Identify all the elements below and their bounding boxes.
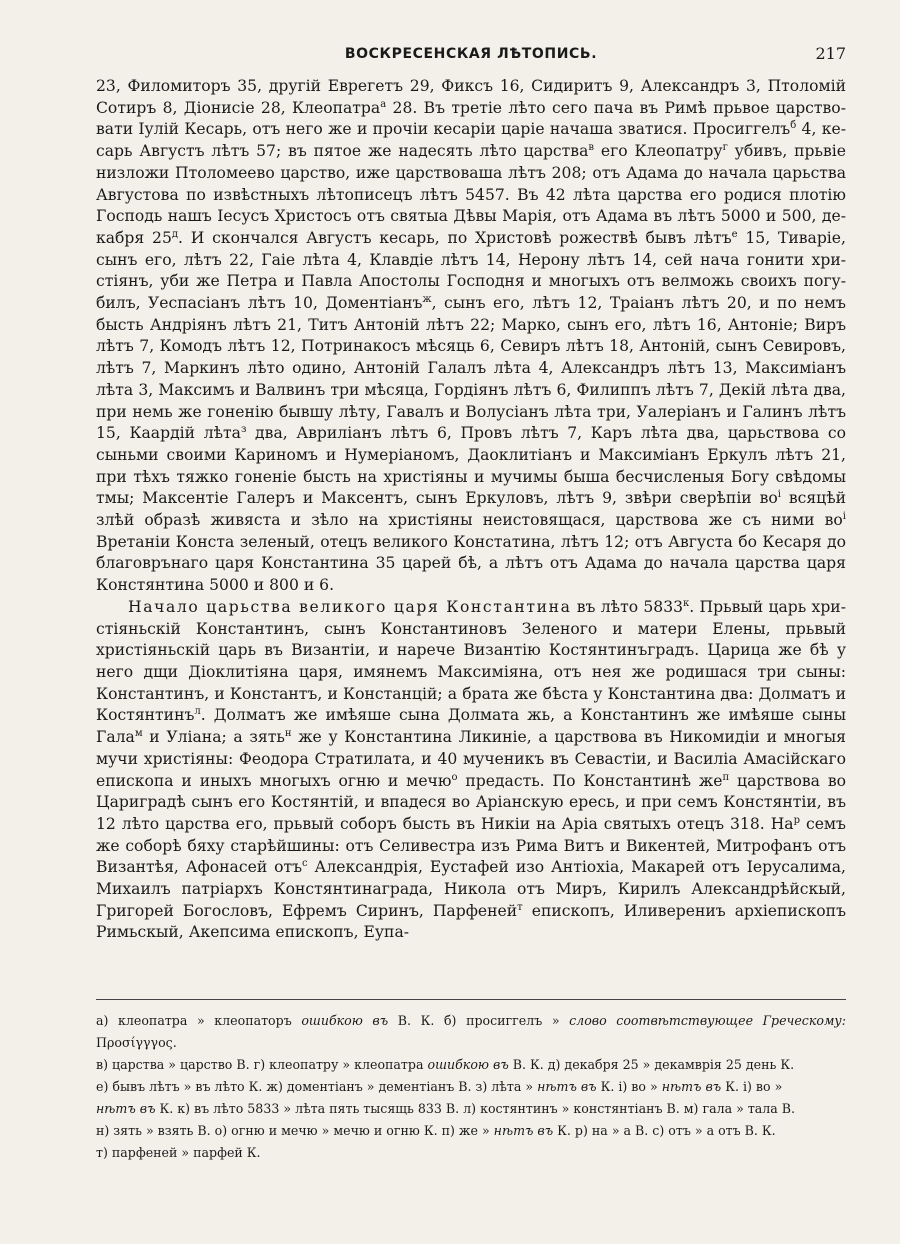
main-text: [96, 76, 846, 944]
footnote-line: н) зять » взять В. о) огню и мечю » мечю и огню К. п) же » нѣтъ въ К. р) на » а В. с) отъ » а отъ В. К.: [96, 1123, 776, 1138]
paragraph-1: 23, Филомиторъ 35, другій Еврегетъ 29, Фиксъ 16, Сидиритъ 9, Александръ 3, Птоломій Сотиръ 8, Діонисіе 28, Клеопатра$^а$ 28. Въ третіе лѣто сего пача въ Римѣ прьвое царствовати Іулій Кесарь, отъ него же и прочіи кесаріи царіе начаша зватися. Просиггелъ$^б$ 4, кесарь Августъ лѣтъ 57; въ пятое же надесять лѣто царства$^в$ его Клеопатру$^г$ убивъ, прьвіе низложи Птоломеево царство, иже царствоваша лѣтъ 208; отъ Адама до начала царьства Августова по извѣстныхъ лѣтописецъ лѣтъ 5457. Въ 42 лѣта царства его родися плотію Господь нашъ Іесусъ Христосъ отъ святыа Дѣвы Марія, отъ Адама въ лѣтъ 5000 и 500, декабря $25^д$. И скончался Августъ кесарь, по Христовѣ рожествѣ бывъ лѣтъ$^е$ 15, Тиваріе, сынъ его, лѣтъ 22, Гаіе лѣта 4, Клавдіе лѣтъ 14, Нерону лѣтъ 14, сей нача гонити христіянъ, уби же Петра и Павла Апостолы Господня и многыхъ отъ велможь своихъ погубилъ, Уеспасіанъ лѣтъ 10, Доментіанъ$^ж$, сынъ его, лѣтъ 12, Траіанъ лѣтъ 20, и по немъ бысть Андріянъ лѣтъ 21, Титъ Антоній лѣтъ 22; Марко, сынъ его, лѣтъ 16, Антоніе; Виръ лѣтъ 7, Комодъ лѣтъ 12, Потринакосъ мѣсяць 6, Севиръ лѣтъ 18, Антоній, сынъ Севировъ, лѣтъ 7, Маркинъ лѣто одино, Антоній Галалъ лѣта 4, Александръ лѣтъ 13, Максиміанъ лѣта 3, Максимъ и Валвинъ три мѣсяца, Гордіянъ лѣтъ 6, Филиппъ лѣтъ 7, Декій лѣта два, при немь же гоненію бывшу лѣту, Гавалъ и Волусіанъ лѣта три, Уалеріанъ и Галинъ лѣтъ 15, Каардій лѣта$^з$ два, Авриліанъ лѣтъ 6, Провъ лѣтъ 7, Каръ лѣта два, царьствова со сыньми своими Кариномъ и Нумеріаномъ, Даоклитіанъ и Максиміанъ Еркулъ лѣтъ 21, при тѣхъ тяжко гоненіе бысть на христіяны и мучимы быша бесчисленыя Богу свѣдомы тмы; Максентіе Галеръ и Максентъ, сынъ Еркуловъ, лѣтъ 9, звѣри сверѣпіи $во^і$ всяцѣй злѣй образѣ живяста и зѣло на христіяны неистовящася, царствова же съ ними $во^і$ Вретаніи Конста зеленый, отецъ великого Констатина, лѣтъ 12; отъ Августа бо Кесаря до благоврънаго царя Константина 35 царей бѣ, а лѣтъ отъ Адама до начала царства царя Констянтина 5000 и 800 и 6.: [96, 77, 847, 595]
footnote-line: в) царства » царство В. г) клеопатру » клеопатра ошибкою въ В. К. д) декабря 25 » декамврія 25 день К.: [96, 1057, 795, 1072]
page-header: [96, 46, 846, 72]
footnote-line: е) бывъ лѣтъ » въ лѣто К. ж) доментіанъ » дементіанъ В. з) лѣта » нѣтъ въ К. і) во » нѣтъ въ К. і) во »: [96, 1079, 783, 1094]
running-title: ВОСКРЕСЕНСКАЯ ЛѢТОПИСЬ.: [344, 46, 598, 62]
paragraph-2: Начало царьства великого царя Константина въ лѣто $5833^к$. Прьвый царь христіяньскій Константинъ, сынъ Константиновъ Зеленого и матери Елены, прьвый христіяньскій царь въ Византіи, и нарече Византію Костянтинъградъ. Царица же бѣ у него дщи Діоклитіяна царя, имянемъ Максиміяна, отъ нея же родишася три сыны: Константинъ, и Константъ, и Констанцій; а брата же бѣста у Константина два: Долматъ и Костянтинъ$^л$. Долматъ же имѣяше сына Долмата жь, а Константинъ же имѣяше сыны Гала$^м$ и Уліана; а зять$^н$ же у Константина Ликиніе, а царствова въ Никомидіи и многыя мучи христіяны: Феодора Стратилата, и 40 мученикъ въ Севастіи, и Василіа Амасійскаго епископа и иныхъ многыхъ огню и мечю$^о$ предасть. По Константинѣ $же^п$ царствова во Цариградѣ сынъ его Костянтій, и впадеся во Аріанскую ересь, и при семъ Констянтіи, въ 12 лѣто царства его, прьвый соборъ бысть въ Никіи на Аріа святыхъ отецъ 318. $На^р$ семъ же соборѣ бяху старѣйшины: отъ Селивестра изъ Рима Витъ и Викентей, Митрофанъ отъ Византѣя, Афонасей отъ$^с$ Александрія, Еустафей изо Антіохіа, Макарей отъ Іерусалима, Михаилъ патріархъ Констянтинаграда, Никола отъ Миръ, Кирилъ Александрѣйскый, Григорей Богословъ, Ефремъ Сиринъ, Парфеней$^т$ епископъ, Иливерениъ архіепископъ Римьскый, Акепсима епископъ, Еупа-: [96, 597, 846, 942]
footnotes: [96, 1010, 846, 1164]
footnote-line: нѣтъ въ К. к) въ лѣто 5833 » лѣта пять тысящь 833 В. л) костянтинъ » констянтіанъ В. м) гала » тала В.: [96, 1101, 796, 1116]
page-number: 217: [815, 44, 846, 63]
footnote-line: а) клеопатра » клеопаторъ ошибкою въ В. К. б) просиггелъ » слово соотвѣтствующее Греческому: Προσίγγγος.: [96, 1013, 846, 1050]
footnote-line: т) парфеней » парфей К.: [96, 1145, 261, 1160]
footnote-divider: [96, 999, 846, 1000]
